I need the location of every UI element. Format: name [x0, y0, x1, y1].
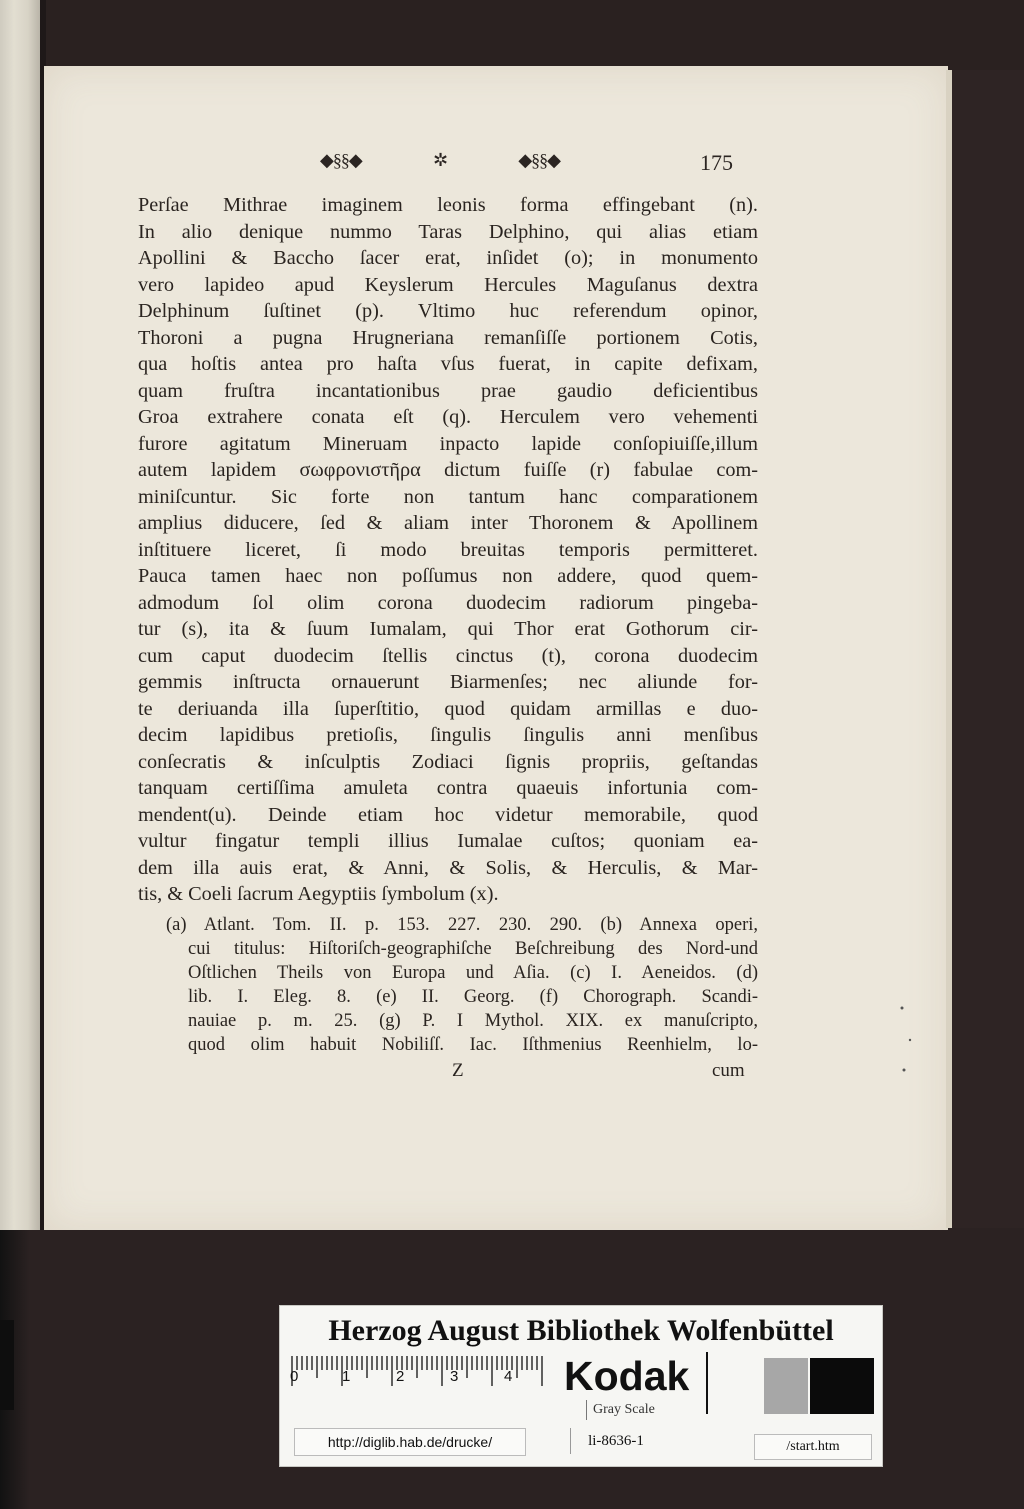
head-ornament-left: ◆§§◆ [320, 149, 362, 170]
body-line: In alio denique nummo Taras Delphino, qui alias etiam [138, 220, 758, 243]
body-line: Pauca tamen haec non poſſumus non addere, quod quem- [138, 565, 758, 587]
scale-number: 3 [450, 1368, 459, 1385]
shelfmark: li-8636-1 [570, 1428, 661, 1454]
body-line: tis, & Coeli ſacrum Aegyptiis ſymbolum (x). [138, 883, 499, 905]
body-line: Groa extrahere conata eſt (q). Herculem vero vehementi [138, 406, 758, 428]
footnote-line: quod olim habuit Nobiliſſ. Iac. Iſthmenius Reenhielm, lo- [188, 1035, 758, 1055]
body-line: conſecratis & inſculptis Zodiaci ſignis propriis, geſtandas [138, 750, 758, 773]
body-line: cum caput duodecim ſtellis cinctus (t), corona duodecim [138, 644, 758, 667]
body-line: gemmis inſtructa ornauerunt Biarmenſes; nec aliunde for- [138, 671, 758, 693]
body-line: autem lapidem σωφρονιστῆρα dictum fuiſſe (r) fabulae com- [138, 459, 758, 481]
scale-number: 4 [504, 1368, 513, 1385]
page-edge [946, 70, 952, 1228]
body-line: mendent(u). Deinde etiam hoc videtur memorabile, quod [138, 803, 758, 826]
body-line: Perſae Mithrae imaginem leonis forma effingebant (n). [138, 194, 758, 216]
body-line: Thoroni a pugna Hrugneriana remanſiſſe portionem Cotis, [138, 326, 758, 349]
body-line: Delphinum ſuſtinet (p). Vltimo huc referendum opinor, [138, 300, 758, 322]
scale-number: 1 [342, 1368, 351, 1385]
body-line: Apollini & Baccho ſacer erat, inſidet (o); in monumento [138, 247, 758, 269]
body-line: dem illa auis erat, & Anni, & Solis, & Herculis, & Mar- [138, 856, 758, 879]
body-line: amplius diducere, ſed & aliam inter Thoronem & Apollinem [138, 512, 758, 534]
footnote-line: lib. I. Eleg. 8. (e) II. Georg. (f) Chorograph. Scandi- [188, 987, 758, 1007]
black-swatch [810, 1358, 874, 1414]
divider [706, 1352, 708, 1414]
footnote-line: (a) Atlant. Tom. II. p. 153. 227. 230. 290. (b) Annexa operi, [166, 915, 758, 935]
library-title: Herzog August Bibliothek Wolfenbüttel [328, 1314, 834, 1347]
gray-swatch [764, 1358, 808, 1414]
head-ornament-center: ✲ [432, 149, 448, 170]
scale-number: 2 [396, 1368, 405, 1385]
footnote-line: nauiae p. m. 25. (g) P. I Mythol. XIX. ex manuſcripto, [188, 1011, 758, 1031]
body-line: qua hoſtis antea pro haſta vſus fuerat, in capite defixam, [138, 353, 758, 375]
running-head [320, 148, 560, 172]
footnotes [138, 913, 758, 1057]
page-number: 175 [700, 150, 733, 175]
adjacent-page-edge [0, 0, 40, 1230]
body-line: furore agitatum Mineruam inpacto lapide conſopiuiſſe,illum [138, 432, 758, 455]
signature-mark: Z [452, 1060, 464, 1081]
scale-ruler [290, 1354, 552, 1402]
body-line: miniſcuntur. Sic forte non tantum hanc comparationem [138, 485, 758, 508]
kodak-logo: Kodak [564, 1353, 690, 1399]
start-page-label: /start.htm [754, 1434, 872, 1460]
margin-specks [898, 1000, 918, 1080]
digital-library-url: http://diglib.hab.de/drucke/ [294, 1428, 526, 1456]
body-text [138, 192, 758, 908]
gray-scale-label: Gray Scale [586, 1400, 706, 1420]
body-line: decim lapidibus pretioſis, ſingulis ſingulis anni menſibus [138, 724, 758, 746]
body-line: tanquam certiſſima amuleta contra quaeuis infortunia com- [138, 777, 758, 799]
body-line: quam fruſtra incantationibus prae gaudio deficientibus [138, 379, 758, 402]
catchword: cum [712, 1060, 745, 1081]
head-ornament-right: ◆§§◆ [518, 149, 560, 170]
body-line: vultur fingatur templi illius Iumalae cuſtos; quoniam ea- [138, 830, 758, 852]
scan-background-top [0, 0, 1024, 70]
body-line: tur (s), ita & ſuum Iumalam, qui Thor erat Gothorum cir- [138, 618, 758, 640]
footnote-line: Oſtlichen Theils von Europa und Aſia. (c) I. Aeneidos. (d) [188, 963, 758, 983]
body-line: admodum ſol olim corona duodecim radiorum pingeba- [138, 591, 758, 614]
body-line: te deriuanda illa ſuperſtitio, quod quidam armillas e duo- [138, 697, 758, 720]
body-line: vero lapideo apud Keyslerum Hercules Maguſanus dextra [138, 273, 758, 296]
color-calibration-card [279, 1305, 883, 1467]
scale-number: 0 [290, 1368, 299, 1385]
scan-edge-mark [0, 1320, 14, 1410]
body-line: inſtituere liceret, ſi modo breuitas temporis permitteret. [138, 538, 758, 561]
footnote-line: cui titulus: Hiſtoriſch-geographiſche Beſchreibung des Nord-und [188, 939, 758, 959]
